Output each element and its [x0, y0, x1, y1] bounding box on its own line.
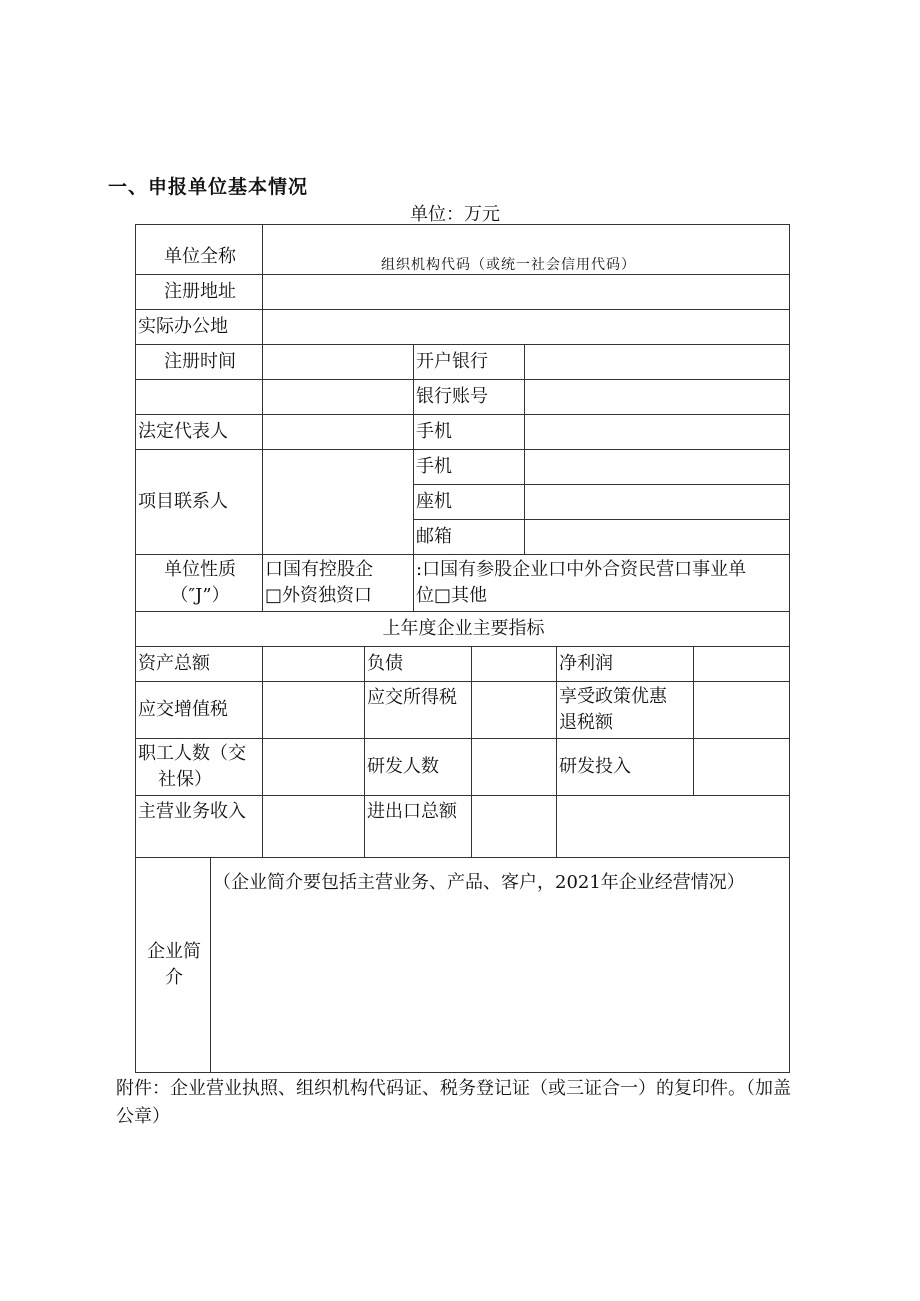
rd-staff-label: 研发人数 [364, 738, 471, 795]
profile-label-line2: 介 [165, 967, 183, 988]
nature-option-other-types[interactable]: :口国有参股企业口中外合资民营口事业单 [416, 559, 747, 580]
org-code-label: 组织机构代码（或统一社会信用代码） [381, 257, 636, 273]
reg-time-label: 注册时间 [135, 344, 262, 379]
total-assets-label: 资产总额 [135, 646, 262, 681]
table-frame [135, 224, 790, 1073]
nature-label-line2: （″J”） [170, 585, 230, 606]
net-profit-label: 净利润 [556, 646, 693, 681]
nature-label-line1: 单位性质 [164, 559, 236, 580]
employees-label-line1: 职工人数（交 [138, 743, 246, 764]
contact-mobile-label: 手机 [413, 449, 524, 484]
indicators-title: 上年度企业主要指标 [135, 611, 789, 646]
employees-label-line2: 社保） [158, 769, 212, 790]
tax-refund-label-line1: 享受政策优惠 [559, 686, 667, 707]
legal-rep-mobile-label: 手机 [413, 414, 524, 449]
footnote: 附件：企业营业执照、组织机构代码证、税务登记证（或三证合一）的复印件。（加盖公章） [116, 1078, 791, 1127]
email-label: 邮箱 [413, 519, 524, 554]
import-export-label: 进出口总额 [364, 795, 471, 857]
legal-rep-label: 法定代表人 [135, 414, 262, 449]
vat-payable-label: 应交增值税 [135, 681, 262, 738]
unit-note: 单位：万元 [410, 204, 500, 225]
reg-address-label: 注册地址 [135, 274, 262, 309]
liabilities-label: 负债 [364, 646, 471, 681]
unit-name-label: 单位全称 [135, 224, 262, 274]
bank-label: 开户银行 [413, 344, 524, 379]
main-revenue-label: 主营业务收入 [135, 795, 262, 857]
nature-option-other[interactable]: 位□其他 [416, 585, 488, 606]
profile-label-line1: 企业简 [147, 941, 201, 962]
section-title: 一、申报单位基本情况 [108, 176, 309, 198]
office-label: 实际办公地 [135, 309, 262, 344]
nature-option-state-holding[interactable]: 口国有控股企 [265, 559, 373, 580]
contact-label: 项目联系人 [135, 449, 262, 554]
tax-refund-label-line2: 退税额 [559, 712, 613, 733]
rd-investment-label: 研发投入 [556, 738, 693, 795]
income-tax-label: 应交所得税 [364, 681, 471, 738]
profile-hint: （企业简介要包括主营业务、产品、客户，2021年企业经营情况） [213, 872, 745, 893]
account-label: 银行账号 [413, 379, 524, 414]
landline-label: 座机 [413, 484, 524, 519]
nature-option-foreign[interactable]: □外资独资口 [265, 585, 373, 606]
